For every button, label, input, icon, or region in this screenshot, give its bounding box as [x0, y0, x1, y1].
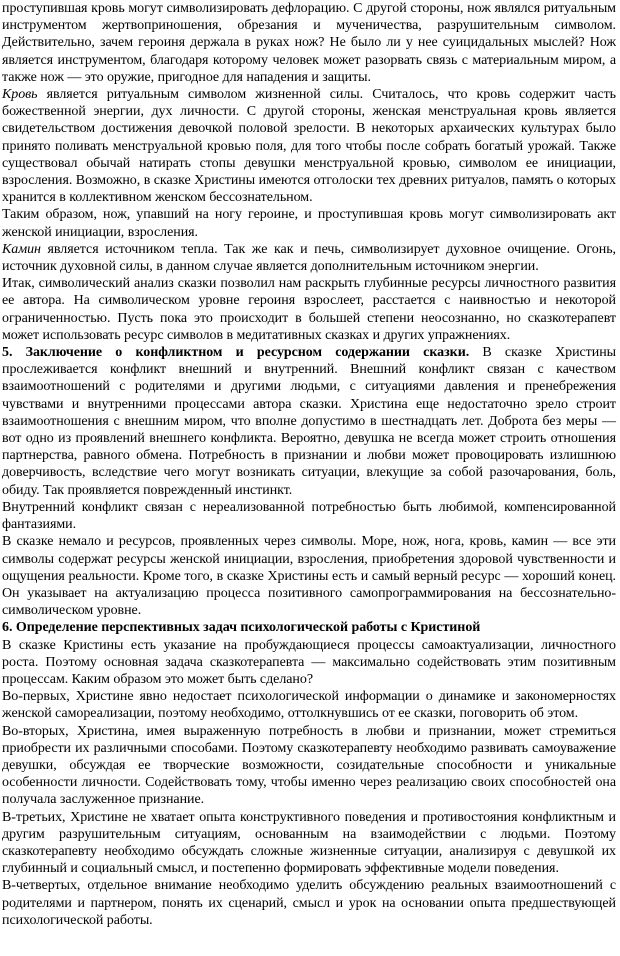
paragraph-7-text: Внутренний конфликт связан с нереализованной потребностью быть любимой, компенсированной фантазиями.	[2, 499, 616, 533]
paragraph-6-text: В сказке Христины прослеживается конфликт внешний и внутренний. Внешний конфликт связан с качеством взаимоотношений с родителями и другими людьми, с ситуациями давления и пренебрежения чувствами и внутренними процессами автора сказки. Христина еще недостаточно зрело строит взаимоотношения с внешним миром, что вполне допустимо в шестнадцать лет. Доброта без меры — вот одно из проявлений внешнего конфликта. Вероятно, девушка не всегда может строить отношения партнерства, равного обмена. Потребность в признании и любви может провоцировать излишнюю доверчивость, вследствие чего могут возникать ситуации, влекущие за собой разочарования, боль, обиду. Так проявляется поврежденный инстинкт.	[2, 345, 616, 498]
paragraph-5	[2, 275, 616, 344]
paragraph-4	[2, 241, 616, 275]
paragraph-13-text: В-третьих, Христине не хватает опыта конструктивного поведения и противостояния конфликтным и другим разрушительным ситуациям, основанным на взаимодействии с людьми. Поэтому сказкотерапевту необходимо обсуждать сложные жизненные ситуации, анализируя с девушкой их глубинный и социальный смысл, и постепенно формировать эффективные модели поведения.	[2, 809, 616, 877]
paragraph-4-text: является источником тепла. Так же как и печь, символизирует духовное очищение. Огонь, источник духовной силы, в данном случае является дополнительным источником энергии.	[2, 241, 616, 275]
paragraph-10	[2, 637, 616, 689]
paragraph-7	[2, 499, 616, 533]
paragraph-14	[2, 877, 616, 929]
term-fireplace: Камин	[2, 241, 41, 257]
section-6-heading	[2, 619, 616, 636]
paragraph-8-text: В сказке немало и ресурсов, проявленных через символы. Море, нож, нога, кровь, камин — все эти символы содержат ресурсы женской инициации, взросления, приобретения здоровой чувственности и ощущения реальности. Кроме того, в сказке Христины есть и самый верный ресурс — хороший конец. Он указывает на актуализацию процесса позитивного самопрограммирования на бессознательно-символическом уровне.	[2, 534, 616, 619]
paragraph-10-text: В сказке Кристины есть указание на пробуждающиеся процессы самоактуализации, личностного роста. Поэтому основная задача сказкотерапевта — максимально содействовать этим позитивным процессам. Каким образом это может быть сделано?	[2, 637, 616, 687]
section-5-heading: 5. Заключение о конфликтном и ресурсном содержании сказки.	[2, 345, 470, 361]
paragraph-12-text: Во-вторых, Христина, имея выраженную потребность в любви и признании, может стремиться приобрести их различными способами. Поэтому сказкотерапевту необходимо развивать самоуважение девушки, обсуждая ее творческие возможности, созидательные способности и уникальные особенности личности. Содействовать тому, чтобы именно через реализацию своих способностей она получала заслуженное признание.	[2, 723, 616, 808]
paragraph-3-text: Таким образом, нож, упавший на ногу героине, и проступившая кровь могут символизировать акт женской инициации, взросления.	[2, 207, 616, 240]
section-6-heading-text: 6. Определение перспективных задач психологической работы с Кристиной	[2, 620, 481, 636]
paragraph-8	[2, 533, 616, 619]
paragraph-5-text: Итак, символический анализ сказки позволил нам раскрыть глубинные ресурсы личностного развития ее автора. На символическом уровне героиня взрослеет, расстается с наивностью и некоторой ограниченностью. Пусть пока это происходит в большей степени неосознанно, но сказкотерапевт может использовать ресурс символов в медитативных сказках и других упражнениях.	[2, 276, 616, 343]
paragraph-3	[2, 206, 616, 240]
paragraph-6	[2, 344, 616, 499]
paragraph-2-text: является ритуальным символом жизненной силы. Считалось, что кровь содержит часть божественной энергии, дух личности. С другой стороны, женская менструальная кровь является свидетельством достижения девочкой половой зрелости. В некоторых архаических культурах было принято поливать менструальной кровью поля, для того чтобы после собрать богатый урожай. Также существовал обычай натирать стопы девушки менструальной кровью, символом ее инициации, взросления. Возможно, в сказке Христины имеются отголоски тех древних ритуалов, память о которых хранится в коллективном женском бессознательном.	[2, 87, 616, 206]
paragraph-14-text: В-четвертых, отдельное внимание необходимо уделить обсуждению реальных взаимоотношений с родителями и партнером, понять их сценарий, смысл и урок на основании опыта предшествующей психологической работы.	[2, 878, 616, 928]
paragraph-11	[2, 688, 616, 722]
paragraph-13	[2, 809, 616, 878]
paragraph-2	[2, 86, 616, 206]
term-blood: Кровь	[2, 87, 38, 103]
paragraph-11-text: Во-первых, Христине явно недостает психологической информации о динамике и закономерностях женской самореализации, поэтому необходимо, оттолкнувшись от ее сказки, поговорить об этом.	[2, 689, 616, 722]
paragraph-1	[2, 0, 616, 86]
paragraph-12	[2, 723, 616, 809]
paragraph-1-text: проступившая кровь могут символизировать дефлорацию. С другой стороны, нож являлся ритуальным инструментом жертвоприношения, обрезания и мученичества, разрушительным символом. Действительно, зачем героиня держала в руках нож? Не было ли у нее суицидальных мыслей? Нож является инструментом, благодаря которому человек может разорвать связь с материальным миром, а также нож — это оружие, пригодное для нападения и защиты.	[2, 1, 616, 85]
